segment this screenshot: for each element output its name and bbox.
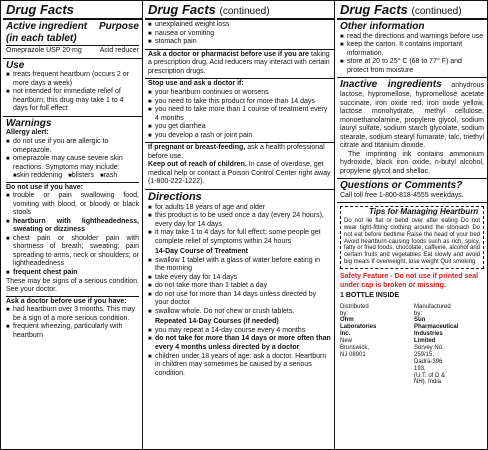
keep-out-text: In case of overdose, get medical help or contact a Poison Control Center right away (1-800-222-1222). (148, 161, 331, 186)
active-ingredient-subheading: (in each tablet) (6, 32, 77, 44)
stop-use-item: ■ you need to take this product for more than 14 days (148, 98, 331, 107)
pregnancy-section (145, 143, 334, 190)
safety-feature-text: Safety Feature - Do not use if printed seal under cap is broken or missing. (340, 273, 479, 289)
bottle-count: 1 BOTTLE INSIDE (340, 292, 400, 300)
imprinting-ink-text: The imprinting ink contains ammonium hydroxide, black iron oxide, n-butyl alcohol, propylene glycol and shellac. (340, 150, 484, 175)
ask-doctor-item: ■ unexplained weight loss (148, 21, 331, 30)
direction-item: ■ for adults 18 years of age and older (148, 204, 331, 213)
tips-text: Do not lie flat or bend over after eating Do not wear tight-fitting clothing around the stomach Do not eat before bedtime Raise the head of your bed Avoid heartburn-causing foods such as rich, spicy, fatty or fried foods, chocolate, caffeine, alcohol and certain fruits and vegetables Eat slowly and avoid big meals If overweight, lose weight Quit smoking (344, 217, 480, 266)
symptom-item: ■ rash (100, 172, 117, 181)
distributor (340, 304, 410, 387)
direction-item: ■ it may take 1 to 4 days for full effect; some people get complete relief of symptoms within 24 hours (148, 229, 331, 246)
do-not-use-item: ■ chest pain or shoulder pain with shortness of breath; sweating; pain spreading to arms, neck or shoulders; or lightheadedness (6, 235, 139, 269)
other-item: ■ store at 20 to 25° C (68 to 77° F) and protect from moisture (340, 58, 484, 75)
drug-facts-title-continued (337, 1, 487, 20)
symptom-item: ■ skin reddening (13, 172, 62, 181)
questions-section (337, 179, 487, 203)
stop-use-item: ■ your heartburn continues or worsens (148, 89, 331, 98)
stop-use-item: ■ you need to take more than 1 course of treatment every 4 months (148, 106, 331, 123)
warnings-heading: Warnings (6, 117, 52, 129)
do-not-use-item: ■ heartburn with lightheadedness, sweating or dizziness (6, 218, 139, 235)
purpose-heading: Purpose (98, 21, 139, 33)
stop-use-title: Stop use and ask a doctor if: (148, 80, 244, 88)
heartburn-tips-box (340, 206, 484, 269)
warnings-section (3, 117, 142, 342)
inactive-ingredients-section (337, 78, 487, 179)
keep-out-title: Keep out of reach of children. (148, 161, 247, 169)
course-item: ■ take every day for 14 days (148, 274, 331, 283)
questions-phone: Call toll free 1-800-818-4555 weekdays. (340, 191, 464, 199)
ask-pharmacist-section (145, 50, 334, 80)
use-heading: Use (6, 59, 25, 71)
manufacturer-label: Manufactured by: (414, 303, 451, 317)
allergy-item: ■ omeprazole may cause severe skin reactions. Symptoms may include: (6, 155, 139, 172)
active-ingredient-section (3, 20, 142, 59)
use-section (3, 59, 142, 117)
use-item: ■ not intended for immediate relief of heartburn; this drug may take 1 to 4 days for full effect (6, 88, 139, 114)
other-item: ■ keep the carton. It contains important information. (340, 41, 484, 58)
course-item: ■ swallow whole. Do not chew or crush tablets. (148, 308, 331, 317)
stop-use-item: ■ you develop a rash or joint pain (148, 132, 331, 141)
warnings-continued (145, 20, 334, 50)
ingredient-purpose: Acid reducer (99, 47, 139, 55)
distribution-info (340, 304, 484, 387)
column-2 (145, 1, 335, 449)
tips-title: Tips for Managing Heartburn (366, 207, 481, 217)
ingredient-name: Omeprazole USP 20 mg (6, 47, 82, 55)
directions-section (145, 190, 334, 380)
title-text: Drug Facts (148, 2, 216, 17)
title-text: Drug Facts (340, 2, 408, 17)
ask-pharmacist-title: Ask a doctor or pharmacist before use if you are (148, 50, 310, 58)
allergy-alert-title: Allergy alert: (6, 129, 49, 137)
symptom-item: ■ blisters (68, 172, 94, 181)
manufacturer-country: (U.T. of D & NH), India. (414, 372, 446, 386)
allergy-item: ■ do not use if you are allergic to omeprazole. (6, 138, 139, 155)
other-item: ■ read the directions and warnings before use (340, 33, 484, 42)
direction-item: ■ this product is to be used once a day (every 24 hours), every day for 14 days (148, 212, 331, 229)
repeat-item: ■ do not take for more than 14 days or more often than every 4 months unless directed by a doctor (148, 335, 331, 352)
ask-doctor-title: Ask a doctor before use if you have: (6, 297, 127, 305)
inactive-ingredients-text: anhydrous lactose, hypromellose, hypromellose acetate succinate, iron oxide red, iron oxide yellow, lactose monohydrate, methyl cellulose, monoethanolamine, propylene glycol, sodium lauryl sulfate, sodium starch glycolate, sodium stearate, sodium stearyl fumarate, talc, triethyl citrate and titanium dioxide. (340, 82, 484, 150)
symptom-list (6, 172, 139, 183)
distributor-label: Distributed by: (340, 303, 369, 317)
column-3 (337, 1, 487, 449)
manufacturer-address: Survey No. 259/15, Dadra-396 193, (414, 345, 444, 372)
other-information-heading: Other information (340, 21, 425, 33)
use-item: ■ treats frequent heartburn (occurs 2 or more days a week) (6, 71, 139, 88)
repeat-title: Repeated 14-Day Courses (if needed) (155, 318, 279, 326)
course-title: 14-Day Course of Treatment (155, 248, 248, 256)
other-information-section (337, 20, 487, 78)
manufacturer (414, 304, 484, 387)
drug-facts-title: Drug Facts (3, 1, 142, 20)
ask-pharmacist-text: taking a prescription drug. Acid reducers may interact with certain prescription drugs. (148, 50, 330, 75)
ask-doctor-item: ■ had heartburn over 3 months. This may be a sign of a more serious condition. (6, 306, 139, 323)
drug-facts-title-continued (145, 1, 334, 20)
stop-use-section (145, 79, 334, 143)
ask-doctor-item: ■ nausea or vomiting (148, 30, 331, 39)
stop-use-item: ■ you get diarrhea (148, 123, 331, 132)
ask-doctor-item: ■ frequent wheezing, particularly with heartburn (6, 323, 139, 340)
do-not-use-title: Do not use if you have: (6, 183, 84, 191)
do-not-use-item: ■ frequent chest pain (6, 269, 139, 278)
direction-item: ■ children under 18 years of age: ask a doctor. Heartburn in children may sometimes be caused by a serious condition. (148, 353, 331, 379)
continued-label: (continued) (411, 6, 462, 17)
course-item: ■ do not use for more than 14 days unless directed by your doctor (148, 291, 331, 308)
pregnancy-title: If pregnant or breast-feeding, (148, 144, 246, 152)
continued-label: (continued) (219, 6, 270, 17)
directions-heading: Directions (148, 190, 202, 203)
course-item: ■ do not take more than 1 tablet a day (148, 282, 331, 291)
repeat-item: ■ you may repeat a 14-day course every 4 months (148, 327, 331, 336)
do-not-use-item: ■ trouble or pain swallowing food, vomiting with blood, or bloody or black stools (6, 192, 139, 218)
distributor-address: New Brunswick, NJ 08901 (340, 338, 370, 358)
distributor-name: Ohm Laboratories Inc. (340, 317, 377, 338)
active-ingredient-heading: Active ingredient (6, 21, 88, 33)
course-item: ■ swallow 1 tablet with a glass of water before eating in the morning (148, 257, 331, 274)
pregnancy-text: ask a health professional before use. (148, 144, 325, 160)
manufacturer-name: Sun Pharmaceutical Industries Limited (414, 317, 459, 345)
do-not-use-note: These may be signs of a serious condition. See your doctor. (6, 278, 139, 297)
ask-doctor-item: ■ stomach pain (148, 38, 331, 47)
column-1 (3, 1, 143, 449)
questions-heading: Questions or Comments? (340, 180, 463, 192)
inactive-ingredients-heading: Inactive ingredients (340, 79, 442, 91)
